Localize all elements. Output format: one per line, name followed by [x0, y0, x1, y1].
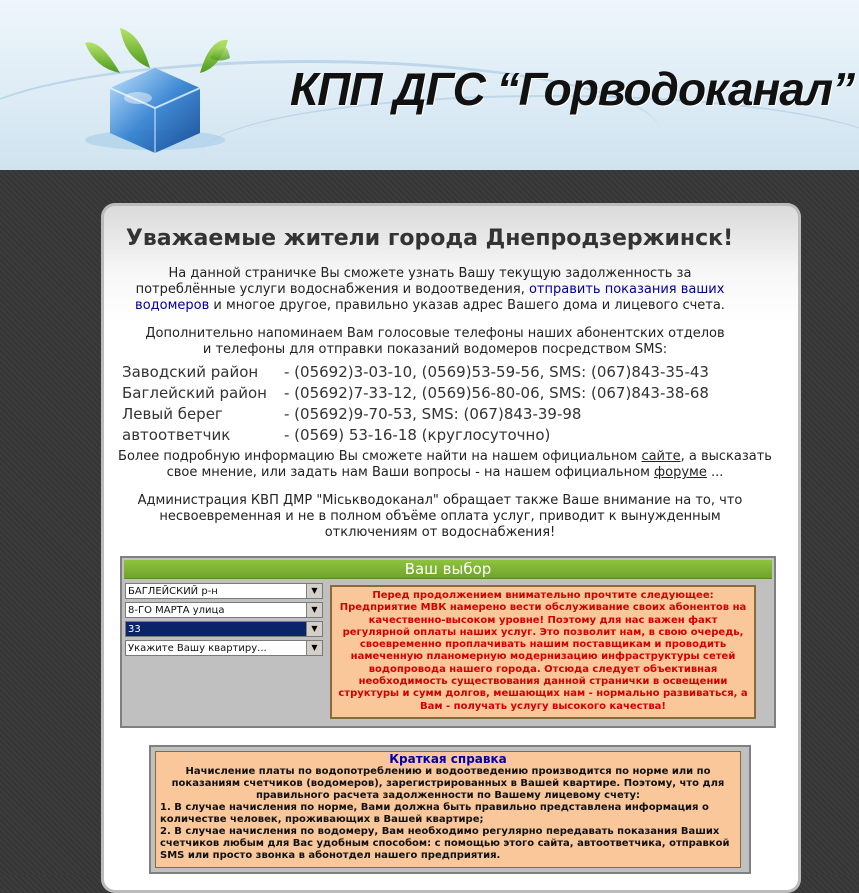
send-meter-readings-link[interactable]: отправить показания ваших водомеров — [135, 282, 725, 313]
site-title: КПП ДГС “Горводоканал” — [290, 63, 855, 115]
apartment-select-value: Укажите Вашу квартиру... — [128, 643, 267, 654]
admin-notice: Администрация КВП ДМР "Міськводоканал" обращает также Ваше внимание на то, что несвоевременная и не в полном объёме оплата услуг, приводит к вынужденным отключениям от водоснабжения! — [137, 493, 743, 540]
official-site-link[interactable]: сайте — [641, 449, 681, 464]
phone-row — [122, 404, 762, 425]
apartment-select[interactable] — [125, 640, 323, 656]
summary-text: Начисление платы по водопотреблению и водоотведению производится по норме или по показаниям счетчиков (водомеров), зарегистрированных в Вашей квартире. Поэтому, что для правильного расчета задолженности по Вашему лицевому счету: — [171, 766, 725, 801]
intro-text — [130, 266, 730, 314]
more-info-part: , а высказать свое мнение, или задать нам Ваши вопросы - на нашем официальном — [166, 449, 772, 480]
phone-district-name: Заводский район — [122, 363, 259, 381]
phone-list — [122, 362, 762, 446]
phone-district-name: автоответчик — [122, 426, 231, 444]
page-heading: Уважаемые жители города Днепродзержинск! — [125, 226, 734, 251]
summary-title: Краткая справка — [389, 752, 507, 766]
more-info-text — [115, 449, 775, 481]
summary-item: 2. В случае начисления по водомеру, Вам необходимо регулярно передавать показания Ваших счетчиков любым для Вас удобным способом: с помощью этого сайта, автоответчика, отправкой SMS или просто звонка в абонотдел нашего предприятия. — [160, 826, 730, 861]
intro-text-part: На данной страничке Вы сможете узнать Вашу текущую задолженность за потреблённые услуги водоснабжения и водоотведения, — [135, 266, 692, 297]
phone-numbers: - (05692)3-03-10, (0569)53-59-56, SMS: (067)843-35-43 — [284, 363, 709, 381]
phone-district-name: Левый берег — [122, 405, 223, 423]
phone-row — [122, 425, 762, 446]
phone-row — [122, 383, 762, 404]
phone-row — [122, 362, 762, 383]
summary-item: 1. В случае начисления по норме, Вами должна быть правильно представлена информация о количестве человек, проживающих в Вашей квартире; — [160, 802, 709, 825]
intro-text-part: и многое другое, правильно указав адрес Вашего дома и лицевого счета. — [209, 298, 725, 313]
more-info-part: Более подробную информацию Вы сможете найти на нашем официальном — [118, 449, 642, 464]
chevron-down-icon[interactable]: ▼ — [306, 622, 322, 636]
district-select[interactable] — [125, 583, 323, 599]
house-select-value: 33 — [128, 624, 141, 635]
district-select-value: БАГЛЕЙСКИЙ р-н — [128, 586, 218, 597]
phone-numbers: - (0569) 53-16-18 (круглосуточно) — [284, 426, 551, 444]
phone-numbers: - (05692)7-33-12, (0569)56-80-06, SMS: (067)843-38-68 — [284, 384, 709, 402]
summary-box — [149, 745, 751, 874]
chevron-down-icon[interactable]: ▼ — [306, 603, 322, 617]
more-info-part: ... — [706, 465, 724, 480]
chevron-down-icon[interactable]: ▼ — [306, 584, 322, 598]
choice-box — [120, 556, 776, 728]
forum-link[interactable]: форуме — [654, 465, 707, 480]
warning-notice: Перед продолжением внимательно прочтите следующее: Предприятие МВК намерено вести обслуживание своих абонентов на качественно-высоком уровне! Поэтому для нас важен факт регулярной оплаты наших услуг. Это позволит нам, в свою очередь, своевременно проплачивать нашим поставщикам и проводить намеченную планомерную модернизацию инфраструктуры сетей водопровода нашего города. Отсюда следует объективная необходимость существования данной странички в освещении структуры и сумм долгов, мешающих нам - нормально развиваться, а Вам - получать услугу высокого качества! — [330, 585, 756, 719]
phone-district-name: Баглейский район — [122, 384, 267, 402]
site-header — [0, 0, 859, 170]
street-select[interactable] — [125, 602, 323, 618]
summary-content — [155, 751, 741, 868]
phones-intro-text: Дополнительно напоминаем Вам голосовые телефоны наших абонентских отделов и телефоны для отправки показаний водомеров посредством SMS: — [145, 326, 725, 357]
water-cube-logo-icon — [80, 28, 230, 158]
phone-numbers: - (05692)9-70-53, SMS: (067)843-39-98 — [284, 405, 582, 423]
chevron-down-icon[interactable]: ▼ — [306, 641, 322, 655]
house-select[interactable] — [125, 621, 323, 637]
choice-title: Ваш выбор — [124, 560, 772, 579]
address-selects — [125, 583, 325, 659]
street-select-value: 8-ГО МАРТА улица — [128, 605, 225, 616]
